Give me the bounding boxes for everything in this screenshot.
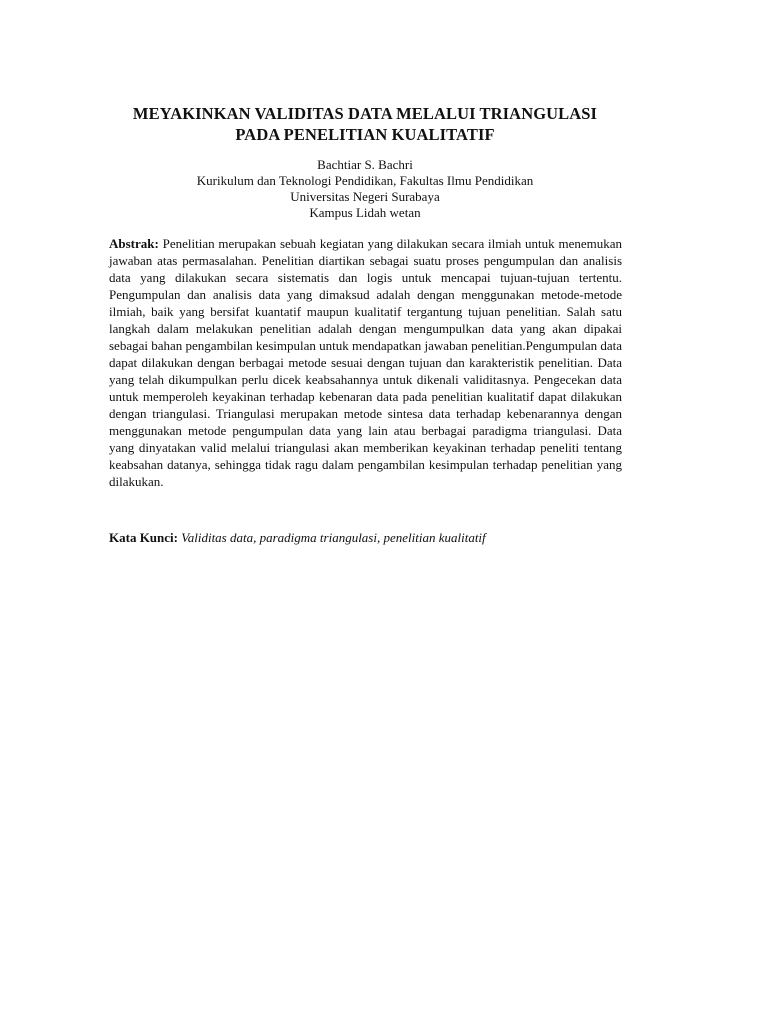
title-block <box>100 103 630 145</box>
abstract <box>109 235 622 490</box>
affiliation-line-2: Universitas Negeri Surabaya <box>290 189 440 204</box>
keywords-text: Validitas data, paradigma triangulasi, penelitian kualitatif <box>181 530 486 545</box>
affiliation-line-3: Kampus Lidah wetan <box>309 205 421 220</box>
abstract-label: Abstrak: <box>109 236 159 251</box>
paper-title-line-2: PADA PENELITIAN KUALITATIF <box>235 125 495 144</box>
paper-title-line-1: MEYAKINKAN VALIDITAS DATA MELALUI TRIANGULASI <box>132 104 598 123</box>
abstract-text: Penelitian merupakan sebuah kegiatan yang dilakukan secara ilmiah untuk menemukan jawaban atas permasalahan. Penelitian diartikan sebagai suatu proses pengumpulan dan analisis data yang dilakukan secara sistematis dan logis untuk mencapai tujuan-tujuan tertentu. Pengumpulan dan analisis data yang dimaksud adalah dengan menggunakan metode-metode ilmiah, baik yang bersifat kuantatif maupun kualitatif tergantung tujuan penelitian. Salah satu langkah dalam melakukan penelitian adalah dengan mengumpulkan data yang akan dipakai sebagai bahan pengambilan kesimpulan untuk mendapatkan jawaban penelitian.Pengumpulan data dapat dilakukan dengan berbagai metode sesuai dengan tujuan dan karakteristik penelitian. Data yang telah dikumpulkan perlu dicek keabsahannya untuk dikenali validitasnya. Pengecekan data untuk memperoleh keyakinan terhadap kebenaran data pada penelitian kualitatif dapat dilakukan dengan triangulasi. Triangulasi merupakan metode sintesa data terhadap kebenarannya dengan menggunakan metode pengumpulan data yang lain atau berbagai paradigma triangulasi. Data yang dinyatakan valid melalui triangulasi akan memberikan keyakinan terhadap peneliti tentang keabsahan datanya, sehingga tidak ragu dalam pengambilan kesimpulan terhadap penelitian yang dilakukan. <box>109 236 622 489</box>
keywords-label: Kata Kunci: <box>109 530 178 545</box>
author-block <box>100 157 630 221</box>
affiliation-line-1: Kurikulum dan Teknologi Pendidikan, Fakultas Ilmu Pendidikan <box>196 173 534 188</box>
keywords <box>109 529 622 546</box>
author-name: Bachtiar S. Bachri <box>317 157 413 172</box>
paper-title <box>100 103 630 145</box>
